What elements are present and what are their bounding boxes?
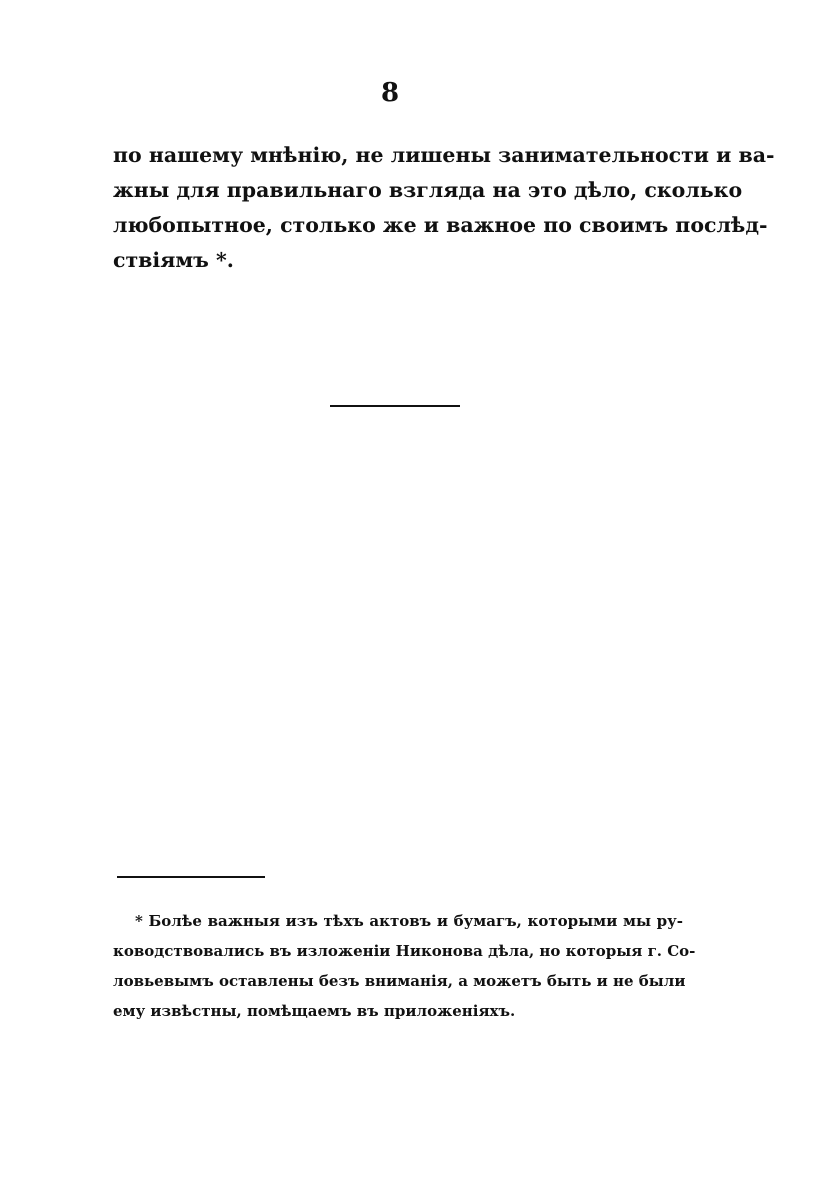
footnote-line: * Болѣе важныя изъ тѣхъ актовъ и бумагъ, которыми мы ру-	[135, 912, 683, 930]
body-line: жны для правильнаго взгляда на это дѣло, сколько	[113, 178, 743, 202]
page-number: 8	[380, 78, 400, 108]
footnote-line: ководствовались въ изложеніи Никонова дѣла, но которыя г. Со-	[113, 942, 696, 960]
section-divider	[330, 405, 460, 407]
footnote	[113, 906, 696, 1026]
body-paragraph	[113, 138, 775, 278]
body-line: по нашему мнѣнію, не лишены занимательности и ва-	[113, 143, 775, 167]
body-line: любопытное, столько же и важное по своимъ послѣд-	[113, 213, 768, 237]
footnote-line: ловьевымъ оставлены безъ вниманія, а можетъ быть и не были	[113, 972, 686, 990]
body-line: ствіямъ *.	[113, 248, 234, 272]
footnote-line: ему извѣстны, помѣщаемъ въ приложеніяхъ.	[113, 1002, 516, 1020]
footnote-divider	[117, 876, 265, 878]
